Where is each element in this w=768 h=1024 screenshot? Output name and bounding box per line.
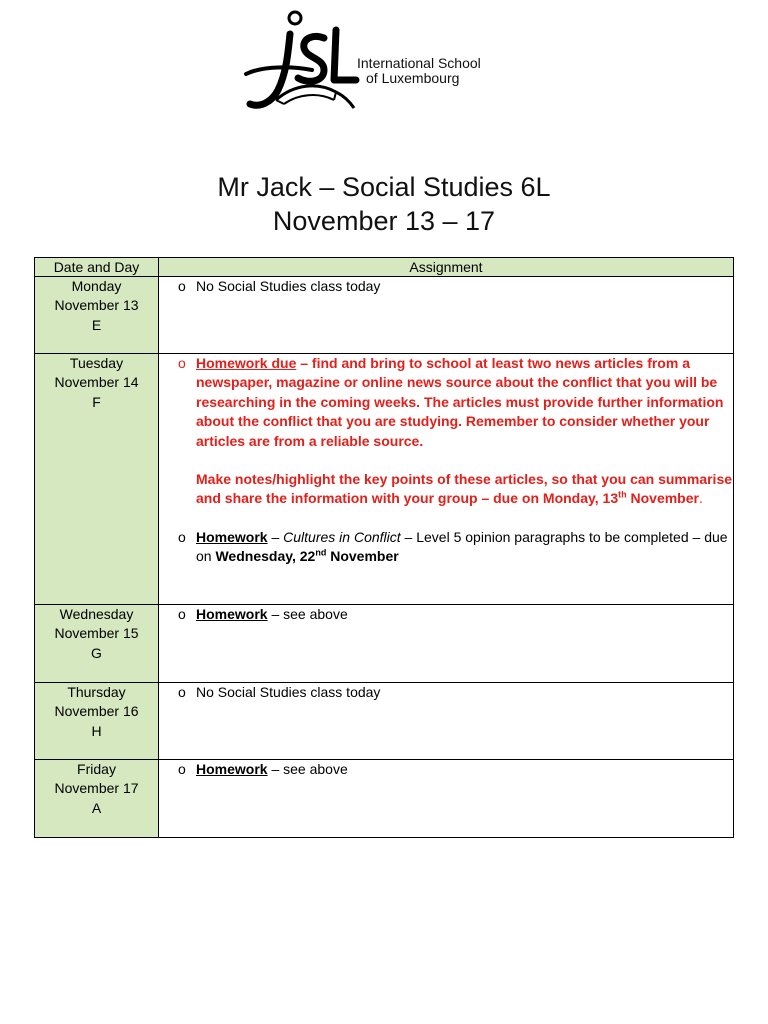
assignment-cell <box>159 354 734 605</box>
homework-due-month: November <box>326 548 399 565</box>
homework-due-date: Wednesday, 22 <box>215 548 316 565</box>
bullet: o <box>178 278 186 294</box>
bullet: o <box>178 684 186 700</box>
assignment-text: – see above <box>267 606 348 622</box>
bullet: o <box>178 528 186 545</box>
isl-logo-mark-icon <box>232 4 362 132</box>
day-date: November 13 <box>54 297 139 314</box>
day-cell <box>35 683 159 760</box>
page-title: Mr Jack – Social Studies 6L <box>217 172 551 202</box>
bullet: o <box>178 606 186 622</box>
homework-label: Homework <box>196 528 268 545</box>
day-cell <box>35 605 159 683</box>
table-row <box>35 277 734 354</box>
notes-due-sup: th <box>618 489 627 500</box>
homework-dash: – <box>267 528 284 545</box>
assignment-cell <box>159 605 734 683</box>
day-name: Friday <box>77 761 116 777</box>
day-letter: E <box>91 316 102 333</box>
header-date-and-day: Date and Day <box>35 258 159 277</box>
table-header-row <box>35 258 734 277</box>
day-date: November 17 <box>54 780 139 797</box>
homework-due-text: – find and bring to school at least two news articles from a newspaper, magazine or online news source about the conflict that you will be researching in the coming weeks. The articles must provide further information about the conflict that you are studying. Remember to consider whether your articles are from a reliable source. <box>196 355 724 449</box>
assignment-item <box>159 528 733 567</box>
assignment-text: – see above <box>267 761 348 777</box>
assignment-text: No Social Studies class today <box>196 278 381 294</box>
notes-due-date: Monday, 13 <box>542 490 619 507</box>
bullet: o <box>178 761 186 777</box>
assignment-item <box>159 354 733 451</box>
day-cell <box>35 277 159 354</box>
day-date: November 15 <box>54 625 139 642</box>
day-letter: A <box>91 799 102 816</box>
assignment-item <box>159 605 733 624</box>
homework-due-label: Homework due <box>196 355 297 371</box>
day-cell <box>35 760 159 838</box>
logo-line1: International School <box>357 55 481 71</box>
bullet: o <box>178 355 186 371</box>
header-assignment: Assignment <box>159 258 734 277</box>
day-name: Wednesday <box>59 606 134 622</box>
homework-italic: Cultures in Conflict <box>283 528 401 545</box>
homework-label: Homework <box>196 606 268 622</box>
logo-line2: of Luxembourg <box>366 70 460 86</box>
table-row <box>35 760 734 838</box>
assignment-item <box>159 277 733 296</box>
assignment-notes <box>159 470 733 509</box>
homework-text: – Level 5 opinion paragraphs to be completed – due on <box>196 528 728 565</box>
day-name: Tuesday <box>69 355 124 371</box>
day-letter: H <box>91 722 102 739</box>
assignment-cell <box>159 760 734 838</box>
assignment-text: No Social Studies class today <box>196 684 381 700</box>
table-row <box>35 683 734 760</box>
day-name: Monday <box>71 278 122 294</box>
day-letter: F <box>92 393 101 410</box>
schedule-table <box>34 257 734 838</box>
notes-end: . <box>698 490 703 507</box>
table-row <box>35 605 734 683</box>
assignment-item <box>159 760 733 779</box>
school-logo <box>232 4 494 132</box>
day-date: November 14 <box>54 374 139 391</box>
assignment-cell <box>159 277 734 354</box>
assignment-item <box>159 683 733 702</box>
notes-due-month: November <box>626 490 699 507</box>
day-cell <box>35 354 159 605</box>
table-row <box>35 354 734 605</box>
page-subtitle: November 13 – 17 <box>272 206 496 236</box>
day-date: November 16 <box>54 703 139 720</box>
homework-due-sup: nd <box>315 547 327 558</box>
homework-label: Homework <box>196 761 268 777</box>
assignment-cell <box>159 683 734 760</box>
day-name: Thursday <box>67 684 126 700</box>
notes-text: Make notes/highlight the key points of these articles, so that you can summarise and share the information with your group – due on <box>196 471 733 507</box>
day-letter: G <box>91 644 102 661</box>
